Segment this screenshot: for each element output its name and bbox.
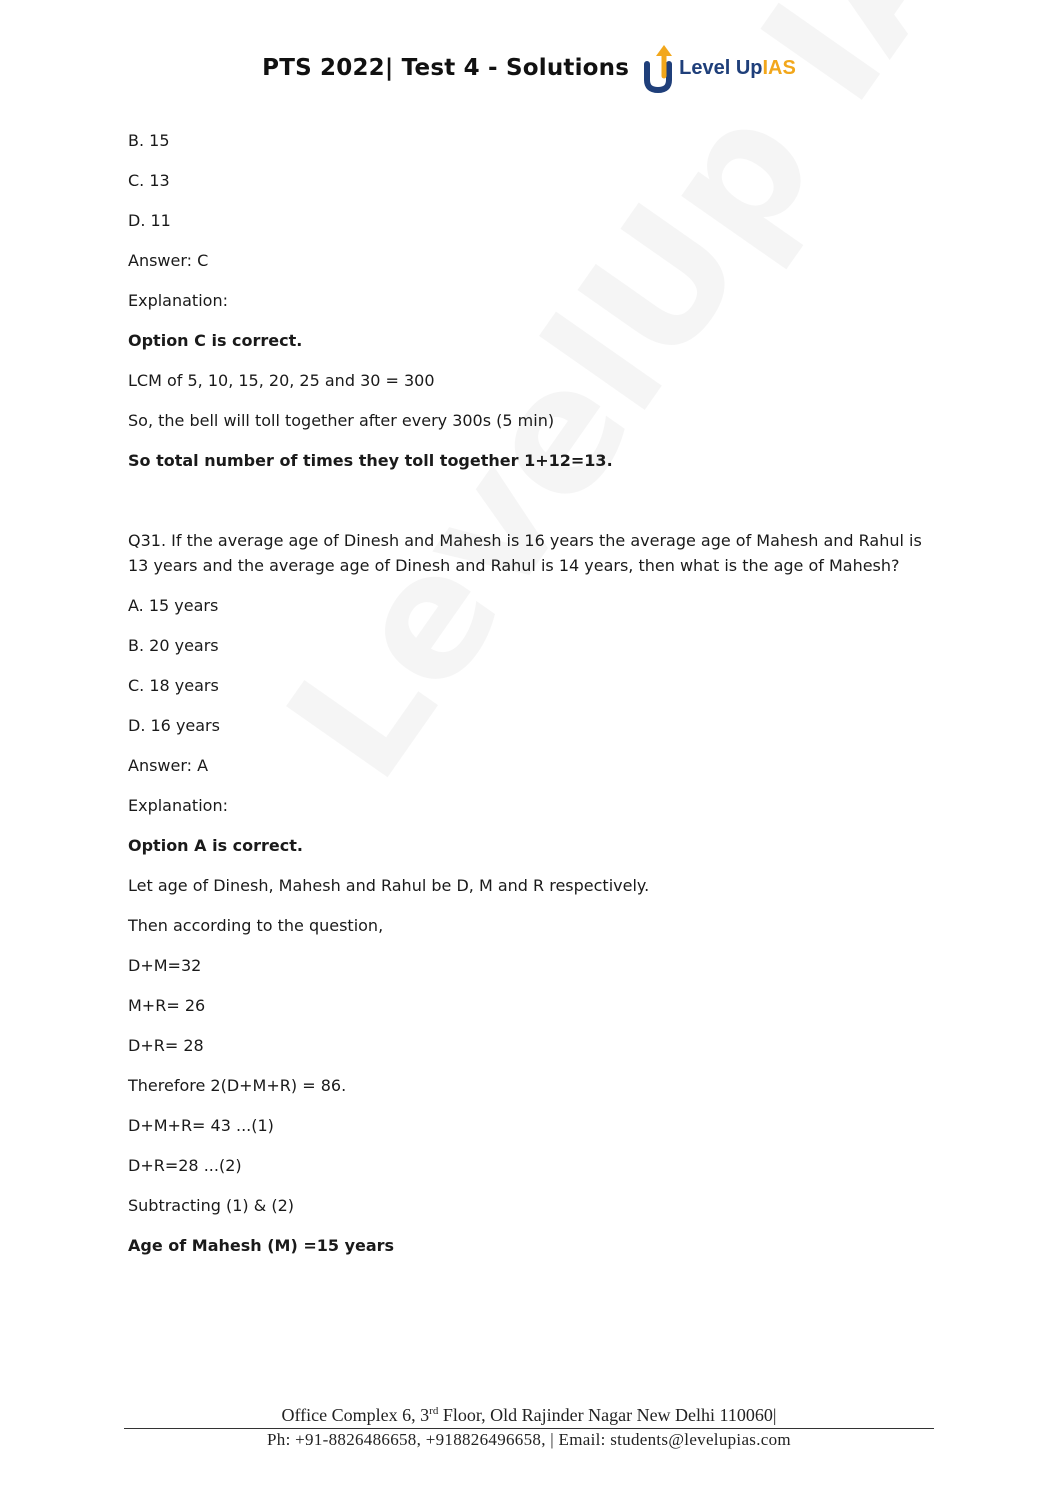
q31-step: M+R= 26 [128,996,206,1015]
levelup-logo-icon [643,42,677,94]
logo-text-levelup: Level Up [679,56,763,79]
watermark [250,0,1058,814]
page-title: PTS 2022| Test 4 - Solutions [262,55,630,81]
q30-step-interval: So, the bell will toll together after every 300s (5 min) [128,411,555,430]
q31-step: Let age of Dinesh, Mahesh and Rahul be D, M and R respectively. [128,876,650,895]
q31-correct-option: Option A is correct. [128,836,303,855]
q31-option-d: D. 16 years [128,716,220,735]
q31-answer: Answer: A [128,756,209,775]
q30-explanation-label: Explanation: [128,291,228,310]
q30-answer: Answer: C [128,251,209,270]
footer-divider [124,1428,934,1429]
q31-option-b: B. 20 years [128,636,219,655]
q30-result: So total number of times they toll together 1+12=13. [128,451,613,470]
q31-step: D+M+R= 43 ...(1) [128,1116,274,1135]
footer-address-sup: rd [429,1405,439,1417]
q31-result: Age of Mahesh (M) =15 years [128,1236,395,1255]
q31-step: D+R= 28 [128,1036,204,1055]
footer-contact: Ph: +91-8826486658, +918826496658, | Email: students@levelupias.com [267,1430,791,1449]
q30-option-c: C. 13 [128,171,170,190]
q30-step-lcm: LCM of 5, 10, 15, 20, 25 and 30 = 300 [128,371,435,390]
brand-logo [643,42,796,94]
page-header [0,38,1058,98]
q31-step: Subtracting (1) & (2) [128,1196,294,1215]
logo-text-ias: IAS [762,56,796,79]
footer-address [0,1405,1058,1426]
footer-address-pre: Office Complex 6, 3 [281,1405,430,1425]
q31-question: Q31. If the average age of Dinesh and Mahesh is 16 years the average age of Mahesh and Rahul is 13 years and the average age of Dinesh and Rahul is 14 years, then what is the age of Mahesh? [128,531,922,575]
q31-step: Then according to the question, [128,916,384,935]
q30-option-d: D. 11 [128,211,171,230]
footer-address-post: Floor, Old Rajinder Nagar New Delhi 110060| [438,1405,777,1425]
q31-step: D+M=32 [128,956,202,975]
q30-correct-option: Option C is correct. [128,331,303,350]
q31-step: D+R=28 ...(2) [128,1156,242,1175]
q30-option-b: B. 15 [128,131,170,150]
q31-step: Therefore 2(D+M+R) = 86. [128,1076,347,1095]
q31-option-c: C. 18 years [128,676,219,695]
q31-option-a: A. 15 years [128,596,219,615]
q31-explanation-label: Explanation: [128,796,228,815]
